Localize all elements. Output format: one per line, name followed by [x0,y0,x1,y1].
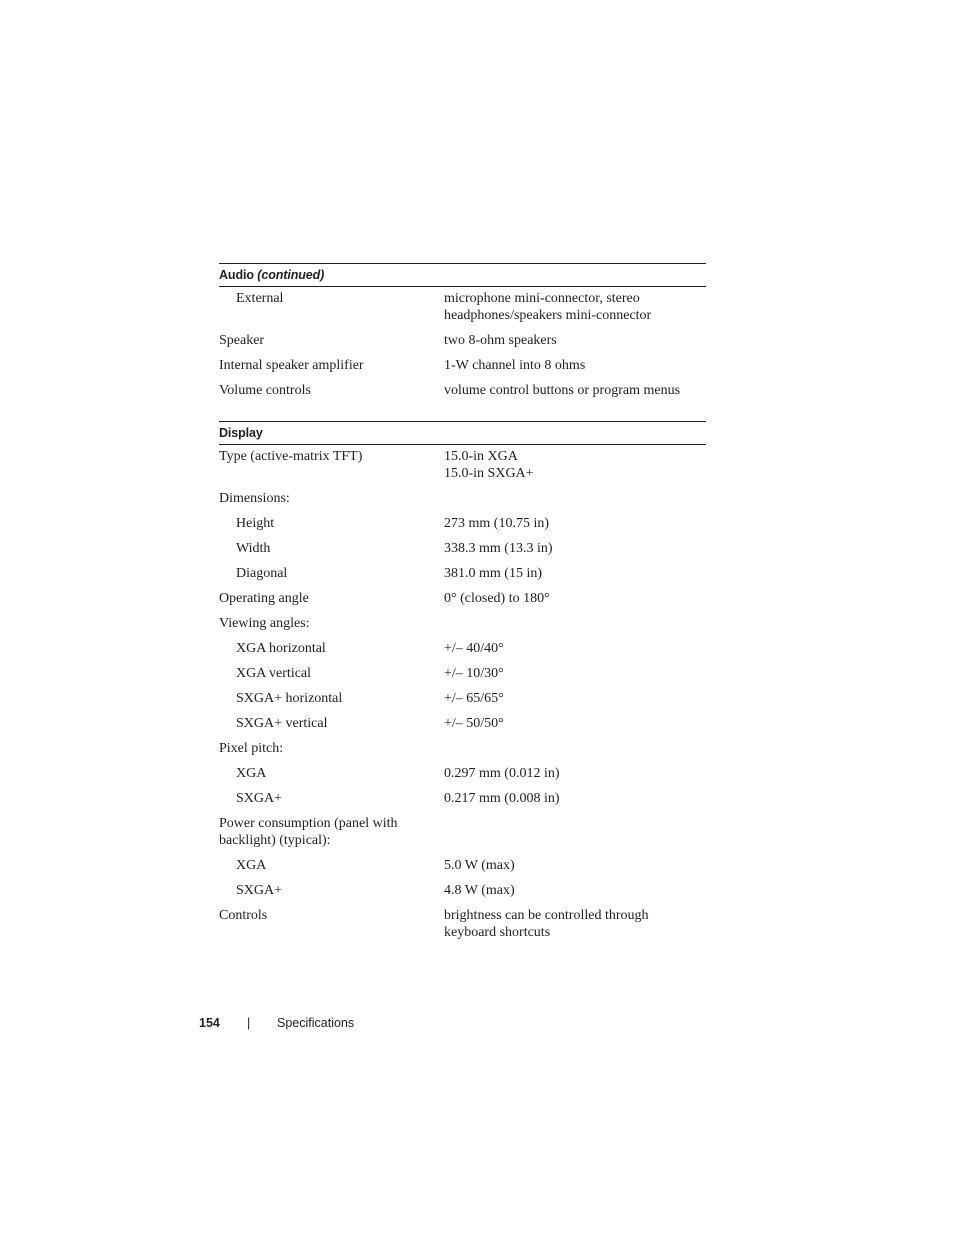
spec-label: SXGA+ horizontal [236,691,343,706]
spec-row [219,540,706,565]
spec-label: Width [236,541,271,556]
spec-row [219,590,706,615]
spec-value-line: keyboard shortcuts [444,925,551,940]
audio-section [219,263,706,407]
spec-value-line: 0.297 mm (0.012 in) [444,766,560,781]
spec-value-line: 0° (closed) to 180° [444,591,550,606]
spec-value [444,565,706,582]
page-number: 154 [199,1016,220,1030]
section-title: Display [219,426,263,440]
section-header-audio [219,263,706,287]
spec-label: Height [236,516,275,531]
spec-value [444,448,706,482]
spec-value [444,690,706,707]
spec-row [219,515,706,540]
spec-label: External [236,291,284,306]
spec-content [219,263,706,949]
spec-value [444,882,706,899]
spec-label: XGA [236,766,267,781]
spec-value-line: +/– 50/50° [444,716,504,731]
spec-row [219,448,706,490]
section-title: Audio [219,268,254,282]
spec-label: Internal speaker amplifier [219,358,364,373]
spec-row [219,790,706,815]
spec-value [444,665,706,682]
spec-label: Type (active-matrix TFT) [219,449,363,464]
spec-label: Controls [219,908,268,923]
spec-label: Viewing angles: [219,616,310,631]
spec-value [444,790,706,807]
spec-label: XGA horizontal [236,641,326,656]
spec-row [219,490,706,515]
spec-value-line: 15.0-in XGA [444,449,518,464]
spec-value-line: two 8-ohm speakers [444,333,557,348]
spec-row [219,640,706,665]
spec-value-line: 381.0 mm (15 in) [444,566,542,581]
spec-value-line: 338.3 mm (13.3 in) [444,541,553,556]
spec-label: SXGA+ vertical [236,716,328,731]
spec-row [219,857,706,882]
spec-value [444,715,706,732]
spec-value-line: 4.8 W (max) [444,883,515,898]
spec-row [219,665,706,690]
spec-label: XGA vertical [236,666,312,681]
spec-value-line: +/– 65/65° [444,691,504,706]
spec-row [219,765,706,790]
section-header-display [219,421,706,445]
spec-row [219,882,706,907]
spec-value [444,540,706,557]
spec-label: Speaker [219,333,265,348]
spec-value [444,290,706,324]
spec-label: Volume controls [219,383,311,398]
spec-value [444,907,706,941]
spec-value-line: 1-W channel into 8 ohms [444,358,586,373]
spec-row [219,382,706,407]
spec-value-line: 273 mm (10.75 in) [444,516,549,531]
spec-row [219,690,706,715]
spec-label: Diagonal [236,566,288,581]
spec-row [219,815,706,857]
spec-row [219,357,706,382]
spec-label: SXGA+ [236,791,283,806]
spec-label: XGA [236,858,267,873]
spec-value [444,765,706,782]
spec-value-line: +/– 40/40° [444,641,504,656]
spec-label: SXGA+ [236,883,283,898]
spec-value [444,590,706,607]
spec-row [219,740,706,765]
spec-value [444,857,706,874]
spec-label: Power consumption (panel with backlight) (typical): [219,816,398,848]
spec-value-line: +/– 10/30° [444,666,504,681]
spec-value [444,515,706,532]
footer-section-name: Specifications [277,1016,355,1030]
spec-row [219,565,706,590]
display-section [219,421,706,949]
spec-value-line: 5.0 W (max) [444,858,515,873]
display-rows [219,445,706,949]
footer-separator: | [247,1016,251,1030]
page-footer [199,1015,354,1032]
audio-rows [219,287,706,407]
spec-value-line: headphones/speakers mini-connector [444,308,652,323]
spec-label: Dimensions: [219,491,290,506]
spec-label: Operating angle [219,591,309,606]
spec-value-line: brightness can be controlled through [444,908,649,923]
spec-row [219,290,706,332]
spec-row [219,715,706,740]
spec-value-line: 0.217 mm (0.008 in) [444,791,560,806]
spec-value [444,640,706,657]
spec-value [444,357,706,374]
section-title-suffix: (continued) [257,268,325,282]
spec-value-line: microphone mini-connector, stereo [444,291,640,306]
spec-value-line: volume control buttons or program menus [444,383,681,398]
spec-row [219,615,706,640]
spec-label: Pixel pitch: [219,741,284,756]
spec-value-line: 15.0-in SXGA+ [444,466,534,481]
spec-row [219,907,706,949]
spec-row [219,332,706,357]
spec-value [444,382,706,399]
spec-value [444,332,706,349]
